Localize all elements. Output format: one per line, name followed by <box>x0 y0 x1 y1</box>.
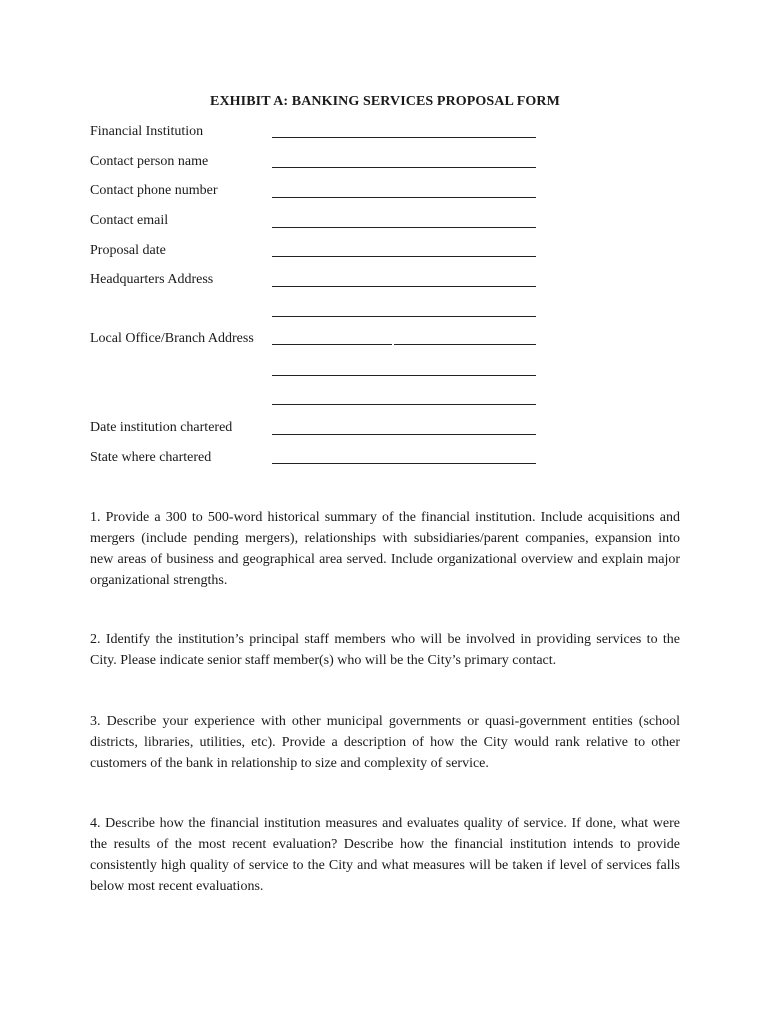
question-2: 2. Identify the institution’s principal staff members who will be involved in providing services to the City. Please indicate senior staff member(s) who will be the City’s primary contact. <box>90 632 680 668</box>
field-label-date-chartered: Date institution chartered <box>90 420 233 435</box>
contact-phone-input-line[interactable] <box>272 197 536 198</box>
branch-address-line-segment <box>272 344 392 345</box>
headquarters-address-input-line-1[interactable] <box>272 286 536 287</box>
question-4: 4. Describe how the financial institution measures and evaluates quality of service. If done, what were the results of the most recent evaluation? Describe how the financial institution intends to provide consistently high quality of service to the City and what measures will be taken if level of services falls below most recent evaluations. <box>90 816 680 894</box>
date-chartered-input-line[interactable] <box>272 434 536 435</box>
contact-person-input-line[interactable] <box>272 167 536 168</box>
branch-address-input-line-3[interactable] <box>272 404 536 405</box>
field-label-contact-email: Contact email <box>90 213 169 228</box>
proposal-date-input-line[interactable] <box>272 256 536 257</box>
question-1: 1. Provide a 300 to 500-word historical summary of the financial institution. Include acquisitions and mergers (include pending mergers), relationships with subsidiaries/parent companies, expansion into new areas of business and geographical area served. Include organizational overview and explain major organizational strengths. <box>90 510 680 588</box>
branch-address-line-segment <box>394 344 536 345</box>
question-3: 3. Describe your experience with other municipal governments or quasi-government entities (school districts, libraries, utilities, etc). Provide a description of how the City would rank relative to other customers of the bank in relationship to size and complexity of service. <box>90 714 680 771</box>
state-chartered-input-line[interactable] <box>272 463 536 464</box>
form-title: EXHIBIT A: BANKING SERVICES PROPOSAL FORM <box>210 94 560 109</box>
field-label-headquarters-address: Headquarters Address <box>90 272 214 287</box>
field-label-proposal-date: Proposal date <box>90 243 166 258</box>
headquarters-address-input-line-2[interactable] <box>272 316 536 317</box>
branch-address-input-line-2[interactable] <box>272 375 536 376</box>
field-label-branch-address: Local Office/Branch Address <box>90 331 254 346</box>
field-label-financial-institution: Financial Institution <box>90 124 204 139</box>
field-label-contact-person: Contact person name <box>90 154 209 169</box>
field-label-contact-phone: Contact phone number <box>90 183 218 198</box>
field-label-state-chartered: State where chartered <box>90 450 212 465</box>
contact-email-input-line[interactable] <box>272 227 536 228</box>
financial-institution-input-line[interactable] <box>272 137 536 138</box>
